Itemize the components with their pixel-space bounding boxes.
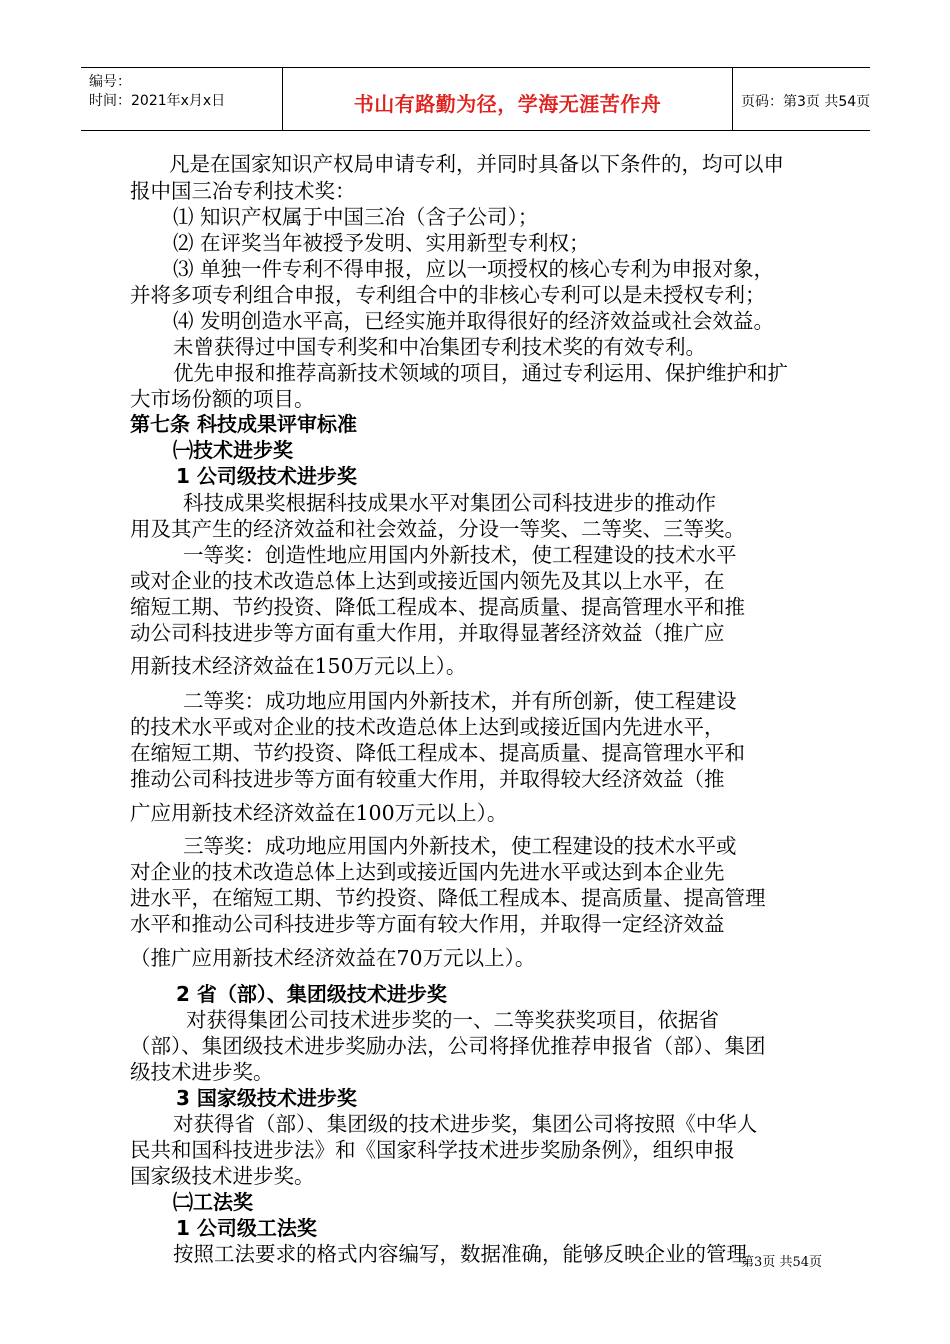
header-motto-cell — [282, 68, 733, 130]
body-line: 凡是在国家知识产权局申请专利，并同时具备以下条件的，均可以申 — [169, 152, 784, 176]
body-line: 并将多项专利组合申报，专利组合中的非核心专利可以是未授权专利； — [130, 283, 766, 307]
body-line: 一等奖：创造性地应用国内外新技术，使工程建设的技术水平 — [183, 543, 737, 567]
body-line: 对获得省（部）、集团级的技术进步奖，集团公司将按照《中华人 — [173, 1112, 758, 1136]
list-item: ⑵ 在评奖当年被授予发明、实用新型专利权； — [173, 231, 590, 255]
article-heading: 第七条 科技成果评审标准 — [130, 412, 357, 436]
body-line: 科技成果奖根据科技成果水平对集团公司科技进步的推动作 — [183, 491, 716, 515]
body-line: 水平和推动公司科技进步等方面有较大作用，并取得一定经济效益 — [130, 912, 725, 936]
body-line: 民共和国科技进步法》和《国家科学技术进步奖励条例》，组织申报 — [130, 1138, 735, 1162]
header-page-number: 页码：第3页 共54页 — [741, 94, 871, 110]
subsection-heading: 3 国家级技术进步奖 — [176, 1086, 357, 1110]
subsection-heading: 1 公司级技术进步奖 — [176, 464, 357, 488]
body-line: 大市场份额的项目。 — [130, 387, 315, 411]
body-line: 用新技术经济效益在150万元以上）。 — [130, 654, 467, 678]
body-line: 未曾获得过中国专利奖和中冶集团专利技术奖的有效专利。 — [173, 335, 706, 359]
subsection-heading: 2 省（部）、集团级技术进步奖 — [176, 982, 447, 1006]
list-item: ⑶ 单独一件专利不得申报，应以一项授权的核心专利为申报对象， — [173, 257, 775, 281]
body-line: 缩短工期、节约投资、降低工程成本、提高质量、提高管理水平和推 — [130, 595, 745, 619]
subsection-heading: 1 公司级工法奖 — [176, 1216, 317, 1240]
body-line: （部）、集团级技术进步奖励办法，公司将择优推荐申报省（部）、集团 — [130, 1034, 766, 1058]
body-line: 用及其产生的经济效益和社会效益，分设一等奖、二等奖、三等奖。 — [130, 517, 745, 541]
list-item: ⑴ 知识产权属于中国三冶（含子公司）； — [173, 205, 539, 229]
header-meta-cell — [81, 68, 282, 130]
header-motto: 书山有路勤为径，学海无涯苦作舟 — [353, 92, 662, 116]
body-line: 二等奖：成功地应用国内外新技术，并有所创新，使工程建设 — [183, 689, 737, 713]
body-line: 进水平，在缩短工期、节约投资、降低工程成本、提高质量、提高管理 — [130, 886, 766, 910]
page-header — [81, 67, 870, 131]
body-line: 国家级技术进步奖。 — [130, 1164, 315, 1188]
body-line: 或对企业的技术改造总体上达到或接近国内领先及其以上水平，在 — [130, 569, 725, 593]
body-line: 的技术水平或对企业的技术改造总体上达到或接近国内先进水平， — [130, 715, 725, 739]
body-line: 推动公司科技进步等方面有较重大作用，并取得较大经济效益（推 — [130, 767, 725, 791]
body-line: 广应用新技术经济效益在100万元以上）。 — [130, 801, 508, 825]
body-line: 动公司科技进步等方面有重大作用，并取得显著经济效益（推广应 — [130, 621, 725, 645]
page-footer: 第3页 共54页 — [741, 1255, 822, 1270]
body-line: 三等奖：成功地应用国内外新技术，使工程建设的技术水平或 — [183, 834, 737, 858]
document-number-label: 编号： — [89, 74, 131, 90]
section-heading: ㈠技术进步奖 — [173, 438, 293, 462]
body-line: 在缩短工期、节约投资、降低工程成本、提高质量、提高管理水平和 — [130, 741, 745, 765]
list-item: ⑷ 发明创造水平高，已经实施并取得很好的经济效益或社会效益。 — [173, 309, 775, 333]
body-line: 按照工法要求的格式内容编写，数据准确，能够反映企业的管理 — [173, 1242, 747, 1266]
document-time-label: 时间：2021年x月x日 — [89, 93, 226, 109]
header-page-cell — [733, 68, 870, 130]
body-line: 对企业的技术改造总体上达到或接近国内先进水平或达到本企业先 — [130, 860, 725, 884]
body-line: 对获得集团公司技术进步奖的一、二等奖获奖项目，依据省 — [186, 1008, 719, 1032]
body-line: 级技术进步奖。 — [130, 1060, 274, 1084]
body-line: 优先申报和推荐高新技术领域的项目，通过专利运用、保护维护和扩 — [173, 361, 788, 385]
body-line: 报中国三冶专利技术奖： — [130, 179, 356, 203]
section-heading: ㈡工法奖 — [173, 1190, 253, 1214]
body-line: （推广应用新技术经济效益在70万元以上）。 — [130, 946, 536, 970]
